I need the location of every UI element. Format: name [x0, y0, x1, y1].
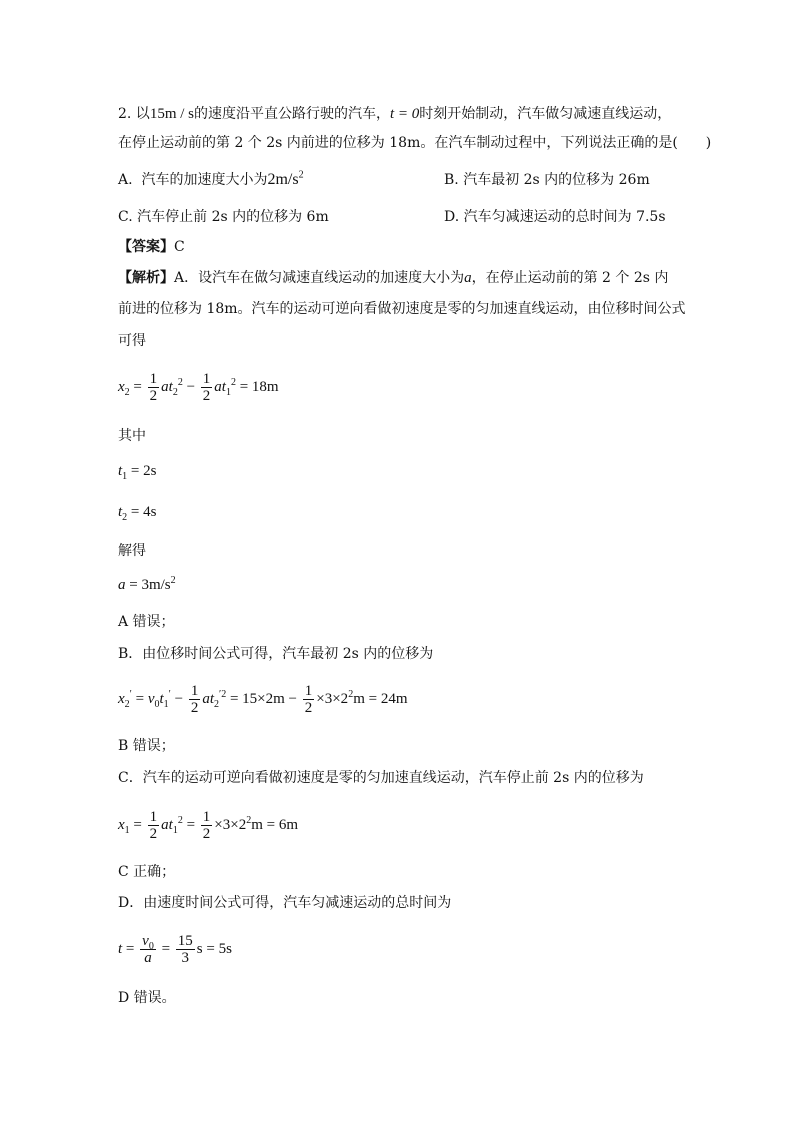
variable-a: a	[464, 270, 472, 286]
option-a	[118, 170, 304, 190]
option-a-text: 汽车的加速度大小为	[141, 172, 268, 188]
eq-c-tail: ×3×2	[214, 817, 247, 833]
d-wrong: D 错误。	[118, 990, 176, 1006]
initial-speed: 15m / s	[149, 106, 194, 122]
analysis-line-3: 可得	[118, 333, 146, 349]
answer-line	[118, 237, 185, 257]
analysis-jiede: 解得	[118, 543, 146, 559]
option-b: B. 汽车最初 2s 内的位移为 26m	[444, 172, 650, 188]
answer-label: 【答案】	[118, 239, 174, 255]
a-value: 3m/s	[141, 577, 171, 593]
equation-t: t = $\frac{v_0}{a}$ = $\frac{15}{3}$ s = 5s	[118, 933, 232, 967]
answer-value: C	[174, 239, 185, 255]
option-d: D. 汽车匀减速运动的总时间为 7.5s	[444, 209, 666, 225]
question-text-1: 的速度沿平直公路行驶的汽车，	[194, 106, 390, 122]
analysis-qizhong: 其中	[118, 428, 146, 444]
equation-x2: $x_2$ = $\frac{1}{2}$ $at_2^2$ − $\frac{1}{2}$ $at_1^2 = 18m$	[118, 371, 279, 405]
eq-c-result: 6m	[278, 817, 299, 833]
question-line-1	[118, 104, 671, 124]
eq-d-num: 15	[177, 933, 193, 950]
question-line-2: 在停止运动前的第 2 个 2s 内前进的位移为 18m。在汽车制动过程中，下列说法正确的是( )	[118, 135, 712, 151]
eq-d-den: 3	[181, 950, 190, 967]
d-intro: D．由速度时间公式可得，汽车匀减速运动的总时间为	[118, 895, 452, 911]
analysis-text-1: A．设汽车在做匀减速直线运动的加速度大小为	[174, 270, 465, 286]
equation-x1: $x_1$ = $\frac{1}{2}$ $at_1^2$ = $\frac{1}{2}$ $\times 3\times 2^2m = 6m$	[118, 809, 299, 843]
b-wrong: B 错误；	[118, 738, 175, 754]
equation-x2-prime: $x_2' = v_0t_1'$ − $\frac{1}{2}$ $at_2^{'2} = 15\times 2m$ − $\frac{1}{2}$ $\times 3\times 2^2m = 24m$	[118, 683, 408, 717]
eq-d-unit: s	[196, 941, 203, 957]
option-a-exponent: 2	[298, 169, 304, 181]
analysis-line-2: 前进的位移为 18m。汽车的运动可逆向看做初速度是零的匀加速直线运动，由位移时间公式	[118, 301, 686, 317]
option-c: C. 汽车停止前 2s 内的位移为 6m	[118, 209, 329, 225]
eq-d-result: 5s	[218, 941, 232, 957]
equation-a: $a = 3m/s^2$	[118, 575, 176, 593]
option-a-value	[267, 171, 303, 188]
eq-b-tail: ×3×2	[316, 691, 349, 707]
t1-value: 2s	[143, 463, 157, 479]
eq-b-unit: m	[353, 691, 365, 707]
analysis-label: 【解析】	[118, 270, 174, 286]
equation-t1: $t_1 = 2s$	[118, 463, 157, 482]
t2-value: 4s	[143, 504, 157, 520]
option-a-unit: 2m/s	[267, 171, 299, 188]
b-intro: B．由位移时间公式可得，汽车最初 2s 内的位移为	[118, 646, 434, 662]
eq-b-result: 24m	[380, 691, 408, 707]
time-zero: t = 0	[390, 106, 420, 122]
equation-t2: $t_2 = 4s$	[118, 504, 157, 523]
option-a-label: A.	[118, 172, 133, 188]
a-wrong: A 错误；	[118, 614, 175, 630]
analysis-line-1	[118, 268, 668, 288]
a-exponent: 2	[170, 575, 176, 586]
c-intro: C．汽车的运动可逆向看做初速度是零的匀加速直线运动，汽车停止前 2s 内的位移为	[118, 770, 644, 786]
equation-x2-result: 18m	[251, 379, 279, 395]
eq-b-mid: 15×2m	[242, 691, 285, 707]
eq-c-unit: m	[251, 817, 263, 833]
c-right: C 正确；	[118, 864, 176, 880]
analysis-text-2: ，在停止运动前的第 2 个 2s 内	[471, 270, 669, 286]
question-number: 2. 以	[118, 106, 150, 122]
question-text-2: 时刻开始制动，汽车做匀减速直线运动，	[419, 106, 672, 122]
